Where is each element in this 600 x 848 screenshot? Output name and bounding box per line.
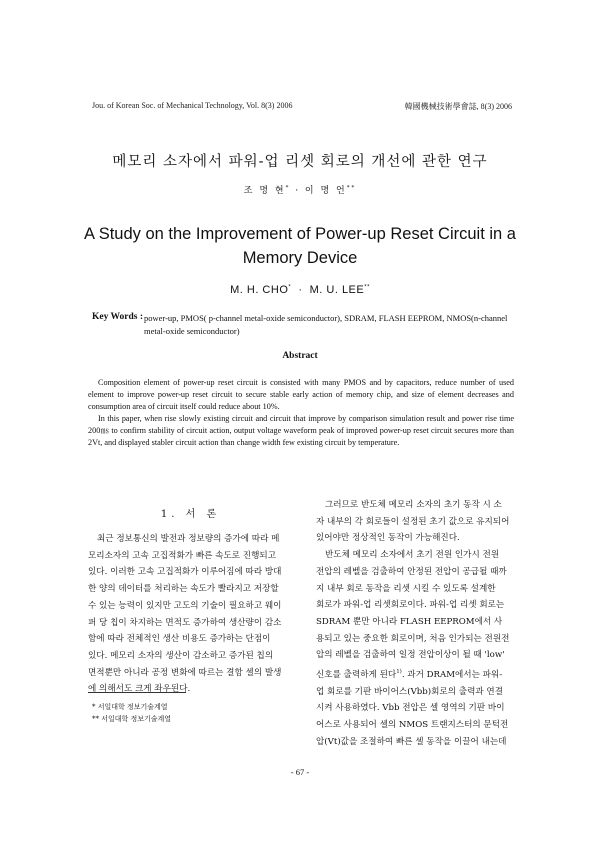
journal-header-right: 韓國機械技術學會誌, 8(3) 2006 xyxy=(404,102,512,111)
body-line: 회로가 파워-업 리셋회로이다. 파워-업 리셋 회로는 xyxy=(316,600,505,611)
author-separator: · xyxy=(290,186,305,196)
body-line: 지 내부 회로 동작을 리셋 시킬 수 있도록 설계한 xyxy=(316,583,496,594)
body-line: 한 양의 데이터를 처리하는 속도가 빨라지고 저장할 xyxy=(88,584,279,595)
footnote-2: ** 서일대학 정보기술계열 xyxy=(92,715,172,723)
body-line: 어스로 사용되어 셀의 NMOS 트랜지스터의 문턱전 xyxy=(316,720,509,730)
body-line: 수 있는 능력이 있지만 고도의 기술이 필요하고 웨이 xyxy=(88,600,282,611)
keywords-label: Key Words : xyxy=(92,312,144,322)
keywords-text: power-up, PMOS( p-channel metal-oxide semiconductor), SDRAM, FLASH EEPROM, NMOS(n-channel metal-oxide semiconductor) xyxy=(144,313,508,336)
body-line: 전압의 레벨을 검출하여 안정된 전압이 공급될 때까 xyxy=(316,566,507,577)
body-line: 면적뿐만 아니라 공정 변화에 따르는 결함 셀의 발생 xyxy=(88,667,282,678)
author-1-english: M. H. CHO xyxy=(230,284,289,296)
body-line: 업 회로를 기판 바이어스(Vbb)회로의 출력과 연결 xyxy=(316,686,504,697)
body-line: 있다. 이러한 고속 고집적화가 이루어짐에 따라 방대 xyxy=(88,567,282,578)
body-line: 그러므로 반도체 메모리 소자의 초기 동작 시 소 xyxy=(325,500,502,510)
body-line: 퍼 당 칩이 차지하는 면적도 증가하여 생산량이 감소 xyxy=(88,617,282,628)
footnote-1: * 서일대학 정보기술계열 xyxy=(92,703,168,711)
body-line: 모리소자의 고속 고집적화가 빠른 속도로 진행되고 xyxy=(88,550,276,561)
body-text: 신호를 출력하게 된다 xyxy=(316,669,397,680)
body-line: 최근 정보통신의 발전과 정보량의 증가에 따라 메 xyxy=(97,534,280,544)
body-line: 반도체 메모리 소자에서 초기 전원 인가시 전원 xyxy=(325,550,500,561)
abstract-paragraph-2: In this paper, when rise slowly existing circuit and circuit that improve by comparison simulation result and power rise time 200㎳ to confirm stability of circuit action, output voltage waveform peak of improved power-up reset circuit secures more than 2Vt, and displayed stabler circuit action than change width few existing circuit by temperature. xyxy=(88,414,514,448)
author-2-mark-en: ** xyxy=(364,284,370,291)
body-text: . 과거 DRAM에서는 파워- xyxy=(401,669,503,680)
body-line: 시켜 사용하였다. Vbb 전압은 셀 영역의 기판 바이 xyxy=(316,703,505,714)
page-number: - 67 - xyxy=(290,767,310,777)
author-1-mark: * xyxy=(285,185,291,191)
author-2-english: M. U. LEE xyxy=(309,284,365,296)
author-2-mark: ** xyxy=(346,185,357,191)
body-line: 용되고 있는 중요한 회로이며, 처음 인가되는 전원전 xyxy=(316,633,510,644)
author-1-mark-en: * xyxy=(288,284,292,291)
abstract-body xyxy=(88,377,514,450)
body-line: SDRAM 뿐만 아니라 FLASH EEPROM에서 사 xyxy=(316,616,503,627)
author-1-korean: 조 명 현 xyxy=(243,186,286,196)
journal-header-left: Jou. of Korean Soc. of Mechanical Technology, Vol. 8(3) 2006 xyxy=(92,101,293,110)
body-column-right xyxy=(316,497,529,750)
section-heading-introduction: 1. 서 론 xyxy=(160,509,221,520)
body-column-left xyxy=(88,531,300,698)
authors-english xyxy=(0,284,600,296)
body-line xyxy=(316,664,529,684)
title-line-1: A Study on the Improvement of Power-up Reset Circuit in a xyxy=(84,225,516,243)
reference-mark: 1) xyxy=(396,669,402,676)
paper-title-english xyxy=(0,222,600,270)
body-line: 있어야만 정상적인 동작이 가능해진다. xyxy=(316,533,460,544)
abstract-paragraph-1: Composition element of power-up reset circuit is consisted with many PMOS and by capacitors, reduce number of used element to improve power-up reset circuit to secure stable early action of memory chip, and size of element decreases and consumption area of circuit itself could reduce about 10%. xyxy=(88,378,514,412)
paper-title-korean: 메모리 소자에서 파워-업 리셋 회로의 개선에 관한 연구 xyxy=(112,154,488,170)
footnotes xyxy=(92,701,171,725)
body-line: 에 의해서도 크게 좌우된다. xyxy=(88,684,191,695)
title-line-2: Memory Device xyxy=(242,249,358,267)
body-line: 있다. 메모리 소자의 생산이 감소하고 증가된 칩의 xyxy=(88,650,274,661)
author-2-korean: 이 명 언 xyxy=(304,186,347,196)
abstract-heading: Abstract xyxy=(282,351,318,361)
footnote-divider xyxy=(88,692,186,693)
author-separator-en: · xyxy=(291,284,310,296)
authors-korean xyxy=(0,183,600,196)
body-line: 함에 따라 전체적인 생산 비용도 증가하는 단점이 xyxy=(88,634,271,645)
body-line: 자 내부의 각 회로들이 설정된 초기 값으로 유지되어 xyxy=(316,516,510,527)
body-line: 압의 레벨을 검출하여 일정 전압이상이 될 때 'low' xyxy=(316,650,505,661)
body-line: 압(Vt)값을 조절하여 빠른 셀 동작을 이끌어 내는데 xyxy=(316,736,507,747)
